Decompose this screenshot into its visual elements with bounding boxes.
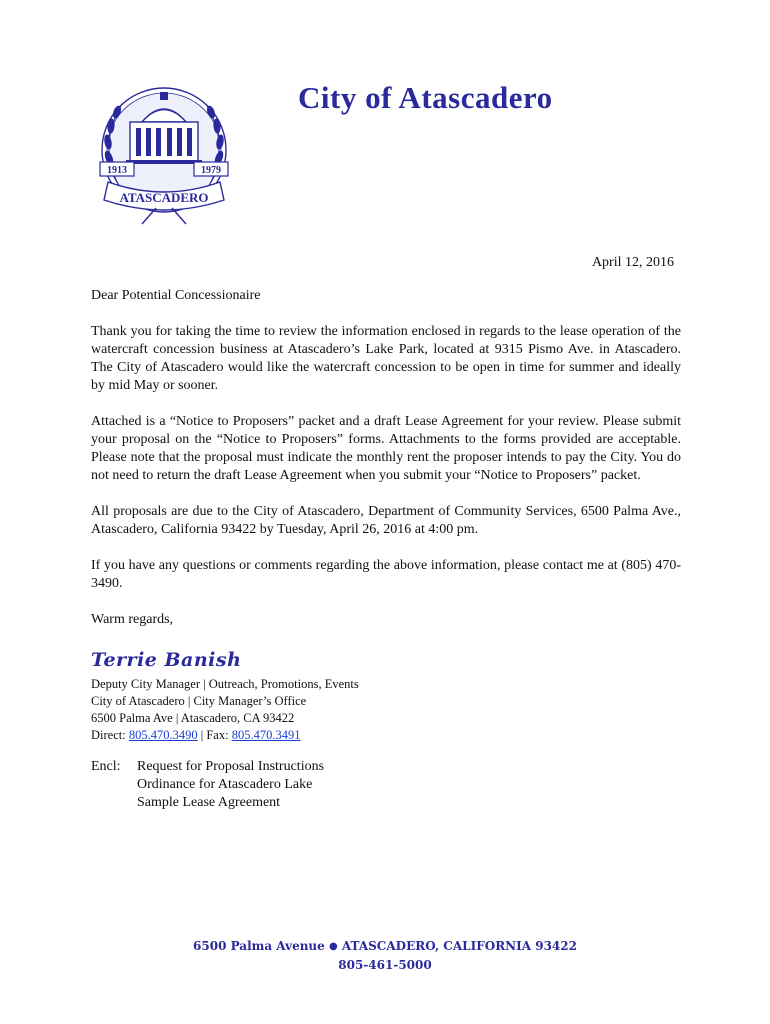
direct-label: Direct:: [91, 728, 129, 742]
enclosure-item: Ordinance for Atascadero Lake: [137, 777, 313, 792]
signature: Terrie Banish: [91, 649, 242, 671]
enclosures: [91, 758, 681, 812]
footer-address-line: [0, 937, 770, 956]
letterhead-title: City of Atascadero: [298, 80, 553, 115]
enclosure-item: Sample Lease Agreement: [137, 795, 281, 810]
signer-address: 6500 Palma Ave | Atascadero, CA 93422: [91, 711, 295, 725]
signer-phones: [91, 727, 681, 744]
paragraph-contact: If you have any questions or comments regarding the above information, please contact me at (805) 470-3490.: [91, 558, 681, 591]
seal-city-name: ATASCADERO: [119, 190, 209, 205]
enclosures-list: [137, 758, 324, 812]
letter-date: April 12, 2016: [591, 255, 674, 270]
city-seal-logo: [86, 78, 242, 228]
letter-body: [91, 287, 681, 812]
signer-office: City of Atascadero | City Manager’s Office: [91, 694, 307, 708]
footer-city-state: ATASCADERO, CALIFORNIA 93422: [341, 939, 577, 953]
paragraph-attachments: Attached is a “Notice to Proposers” packet and a draft Lease Agreement for your review. Please submit your proposal on the “Notice to Proposers” forms. Attachments to the forms provided are acceptable. Please note that the proposal must indicate the monthly rent the proposer intends to pay the City. You do not need to return the draft Lease Agreement when you submit your “Notice to Proposers” packet.: [91, 414, 681, 483]
letterhead-footer: [0, 937, 770, 974]
fax-label: | Fax:: [197, 728, 232, 742]
enclosures-label: Encl:: [91, 759, 121, 774]
footer-street: 6500 Palma Avenue: [193, 939, 325, 953]
direct-phone-link[interactable]: 805.470.3490: [128, 728, 198, 742]
paragraph-deadline: All proposals are due to the City of Atascadero, Department of Community Services, 6500 Palma Ave., Atascadero, California 93422 by Tuesday, April 26, 2016 at 4:00 pm.: [91, 504, 681, 537]
footer-phone: 805-461-5000: [338, 958, 432, 972]
signer-block: [91, 676, 681, 744]
salutation: Dear Potential Concessionaire: [91, 288, 261, 303]
seal-year-left: 1913: [107, 165, 127, 176]
closing: Warm regards,: [91, 612, 174, 627]
paragraph-intro: Thank you for taking the time to review the information enclosed in regards to the lease operation of the watercraft concession business at Atascadero’s Lake Park, located at 9315 Pismo Ave. in Atascadero. The City of Atascadero would like the watercraft concession to be open in time for summer and ideally by mid May or sooner.: [91, 324, 681, 393]
enclosure-item: Request for Proposal Instructions: [137, 759, 325, 774]
fax-phone-link[interactable]: 805.470.3491: [231, 728, 301, 742]
seal-year-right: 1979: [201, 165, 221, 176]
footer-bullet: ●: [328, 941, 338, 952]
signer-title: Deputy City Manager | Outreach, Promotions, Events: [91, 677, 359, 691]
